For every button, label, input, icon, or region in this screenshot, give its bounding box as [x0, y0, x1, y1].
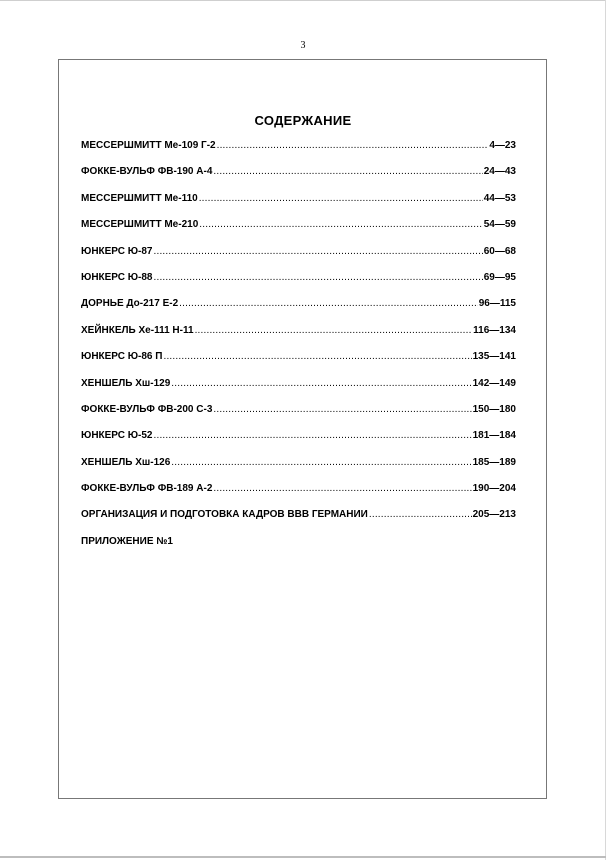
toc-entry-label: МЕССЕРШМИТТ Ме-110	[81, 192, 198, 204]
toc-entry-label: ХЕНШЕЛЬ Хш-126	[81, 456, 171, 468]
toc-entry[interactable]	[81, 457, 516, 483]
toc-entry-label: МЕССЕРШМИТТ Ме-210	[81, 219, 199, 231]
toc-dot-leader	[199, 219, 482, 230]
toc-entry-pages: 4—23	[489, 140, 516, 151]
toc-entry[interactable]	[81, 483, 516, 509]
toc-dot-leader	[217, 140, 489, 151]
toc-entry[interactable]	[81, 219, 516, 245]
toc-entry-label: ДОРНЬЕ До-217 Е-2	[81, 298, 179, 310]
toc-dot-leader	[369, 509, 472, 520]
toc-entry[interactable]	[81, 140, 516, 166]
table-of-contents	[81, 140, 516, 562]
toc-entry[interactable]	[81, 404, 516, 430]
toc-entry-pages: 44—53	[483, 192, 516, 204]
toc-entry-pages: 190—204	[472, 483, 516, 495]
toc-entry-pages: 60—68	[483, 245, 516, 257]
toc-entry-label: ЮНКЕРС Ю-86 П	[81, 351, 163, 363]
top-divider	[0, 0, 606, 1]
toc-entry-label: ЮНКЕРС Ю-88	[81, 271, 153, 283]
toc-entry-pages: 205—213	[472, 509, 516, 521]
toc-entry[interactable]	[81, 246, 516, 272]
toc-entry-label: ХЕНШЕЛЬ Хш-129	[81, 377, 171, 389]
toc-dot-leader	[213, 166, 482, 177]
toc-entry[interactable]	[81, 430, 516, 456]
toc-entry-pages: 181—184	[472, 430, 516, 442]
toc-entry[interactable]	[81, 193, 516, 219]
toc-entry-label: ЮНКЕРС Ю-87	[81, 245, 153, 257]
toc-entry-pages: 185—189	[472, 456, 516, 468]
toc-entry[interactable]	[81, 536, 516, 562]
toc-dot-leader	[154, 430, 472, 441]
toc-entry-label: ФОККЕ-ВУЛЬФ ФВ-190 А-4	[81, 166, 213, 178]
toc-entry-label: ХЕЙНКЕЛЬ Хе-111 Н-11	[81, 324, 194, 336]
toc-entry-label: ФОККЕ-ВУЛЬФ ФВ-200 С-3	[81, 403, 213, 415]
toc-entry[interactable]	[81, 272, 516, 298]
toc-entry[interactable]	[81, 509, 516, 535]
toc-dot-leader	[171, 457, 471, 468]
toc-entry[interactable]	[81, 298, 516, 324]
toc-dot-leader	[154, 246, 483, 257]
toc-dot-leader	[154, 272, 483, 283]
toc-entry-label: ОРГАНИЗАЦИЯ И ПОДГОТОВКА КАДРОВ ВВВ ГЕРМАНИИ	[81, 509, 368, 521]
toc-entry-pages: 24—43	[483, 166, 516, 178]
bottom-divider	[0, 856, 606, 858]
toc-entry[interactable]	[81, 351, 516, 377]
toc-title: СОДЕРЖАНИЕ	[254, 113, 352, 128]
toc-entry[interactable]	[81, 325, 516, 351]
toc-entry-label: ЮНКЕРС Ю-52	[81, 430, 153, 442]
page-number: 3	[300, 40, 306, 51]
toc-entry-label: ФОККЕ-ВУЛЬФ ФВ-189 А-2	[81, 483, 213, 495]
toc-entry-pages: 54—59	[483, 219, 516, 231]
toc-dot-leader	[213, 483, 471, 494]
toc-entry[interactable]	[81, 166, 516, 192]
toc-entry-label: МЕССЕРШМИТТ Ме-109 Г-2	[81, 140, 216, 151]
toc-dot-leader	[171, 378, 471, 389]
toc-entry-pages: 135—141	[472, 351, 516, 363]
toc-dot-leader	[199, 193, 483, 204]
toc-entry-pages: 150—180	[472, 403, 516, 415]
toc-dot-leader	[179, 298, 478, 309]
toc-entry-pages: 116—134	[473, 324, 516, 336]
toc-dot-leader	[195, 325, 473, 336]
toc-entry[interactable]	[81, 378, 516, 404]
toc-entry-pages: 142—149	[472, 377, 516, 389]
toc-dot-leader	[213, 404, 471, 415]
toc-entry-pages: 96—115	[478, 298, 516, 310]
toc-entry-pages: 69—95	[483, 271, 516, 283]
toc-dot-leader	[163, 351, 471, 362]
toc-entry-label: ПРИЛОЖЕНИЕ №1	[81, 535, 173, 547]
